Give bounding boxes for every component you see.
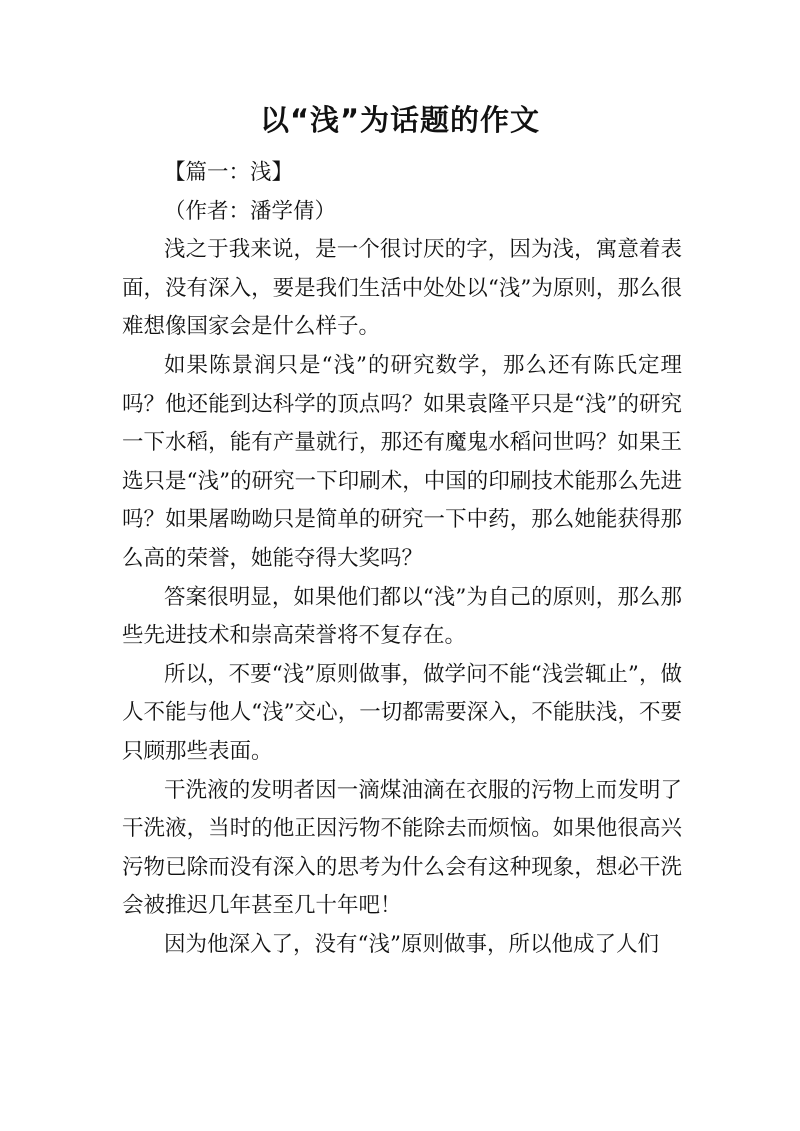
author-line: （作者：潘学倩） [164, 198, 337, 224]
document-body [122, 154, 682, 964]
paragraph-2: 如果陈景润只是“浅”的研究数学，那么还有陈氏定理吗？他还能到达科学的顶点吗？如果袁隆平只是“浅”的研究一下水稻，能有产量就行，那还有魔鬼水稻问世吗？如果王选只是“浅”的研究一下印刷术，中国的印刷技术能那么先进吗？如果屠呦呦只是简单的研究一下中药，那么她能获得那么高的荣誉，她能夺得大奖吗？ [122, 352, 682, 571]
section-heading: 【篇一：浅】 [164, 160, 294, 185]
paragraph-4: 所以，不要“浅”原则做事，做学问不能“浅尝辄止”，做人不能与他人“浅”交心，一切都需要深入，不能肤浅，不要只顾那些表面。 [122, 661, 682, 764]
paragraph-1: 浅之于我来说，是一个很讨厌的字，因为浅，寓意着表面，没有深入，要是我们生活中处处以“浅”为原则，那么很难想像国家会是什么样子。 [122, 237, 682, 340]
document-title: 以“浅”为话题的作文 [259, 103, 541, 137]
paragraph-6: 因为他深入了，没有“浅”原则做事，所以他成了人们 [164, 931, 659, 957]
paragraph-5: 干洗液的发明者因一滴煤油滴在衣服的污物上而发明了干洗液，当时的他正因污物不能除去而烦恼。如果他很高兴污物已除而没有深入的思考为什么会有这种现象，想必干洗会被推迟几年甚至几十年吧！ [122, 777, 682, 919]
paragraph-3: 答案很明显，如果他们都以“浅”为自己的原则，那么那些先进技术和崇高荣誉将不复存在。 [122, 584, 682, 649]
